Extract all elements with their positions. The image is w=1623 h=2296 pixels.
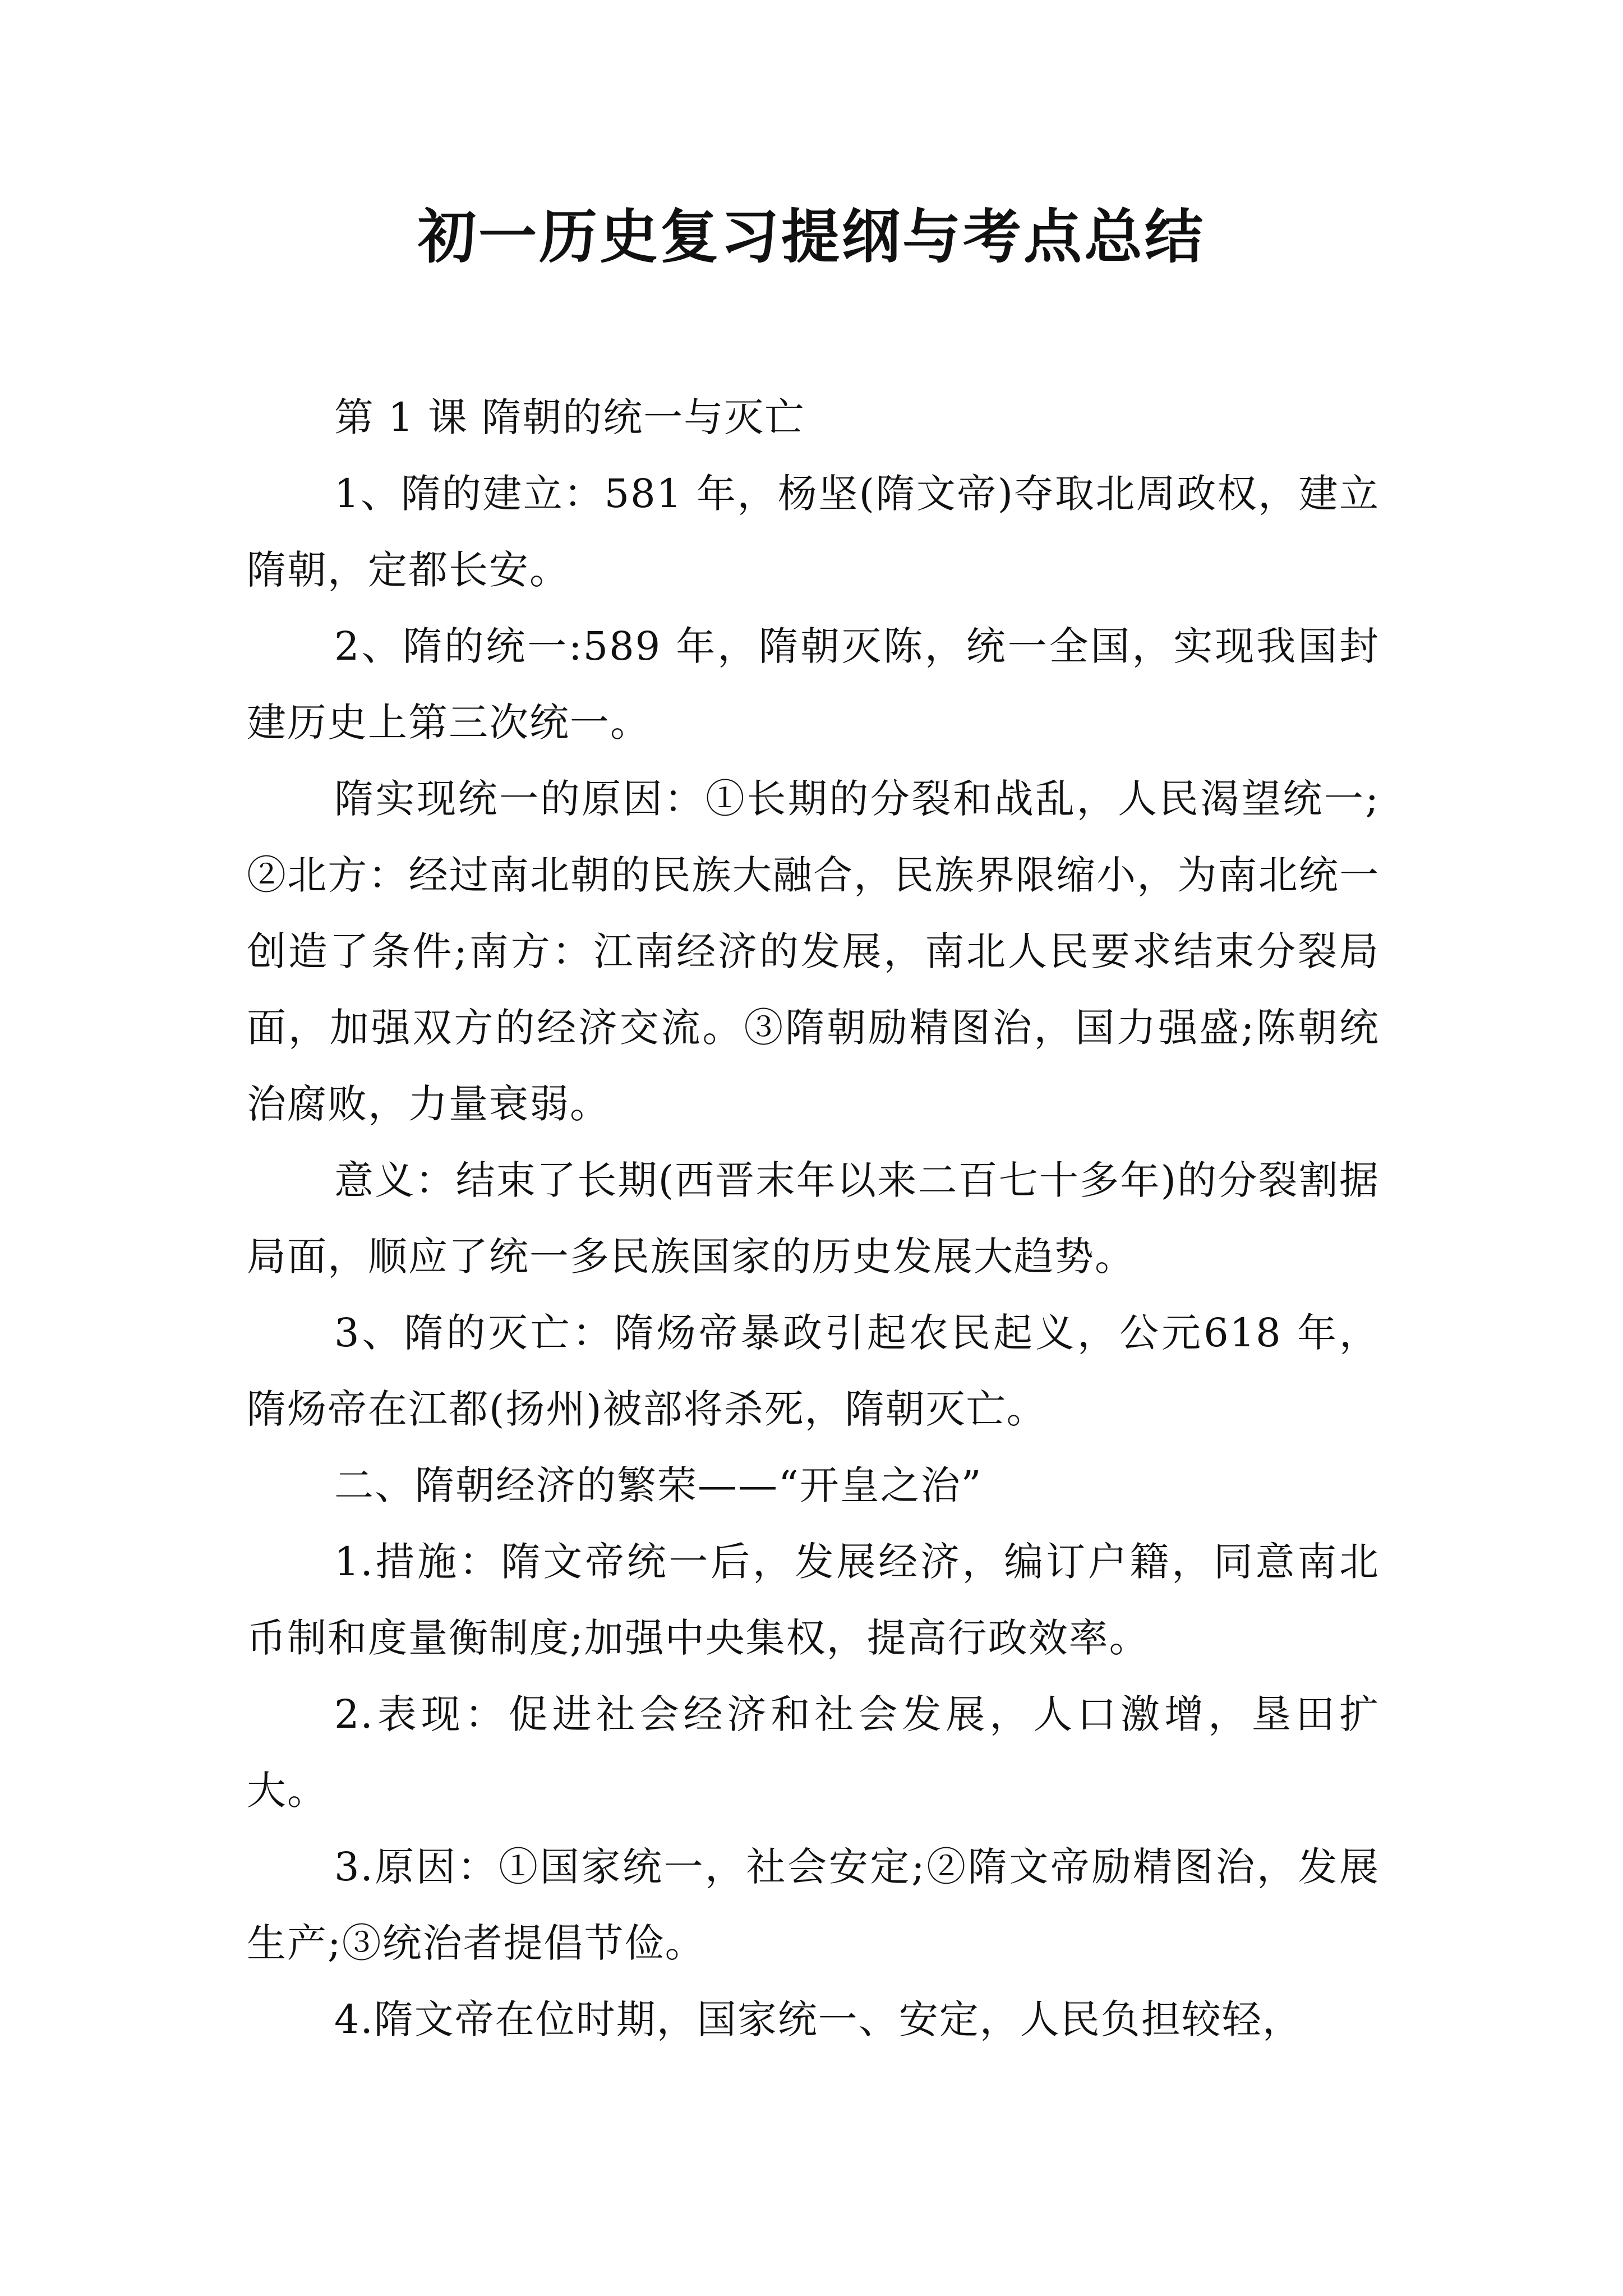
- paragraph-unification-reasons: 隋实现统一的原因：①长期的分裂和战乱，人民渴望统一;②北方：经过南北朝的民族大融合，民族界限缩小，为南北统一创造了条件;南方：江南经济的发展，南北人民要求结束分裂局面，加强双方的经济交流。③隋朝励精图治，国力强盛;陈朝统治腐败，力量衰弱。: [247, 776, 1380, 1127]
- document-title: 初一历史复习提纲与考点总结: [417, 202, 1205, 271]
- paragraph-lesson-heading: 第 1 课 隋朝的统一与灭亡: [334, 394, 805, 440]
- paragraph-sui-fall: 3、隋的灭亡：隋炀帝暴政引起农民起义，公元618 年，隋炀帝在江都(扬州)被部将杀死，隋朝灭亡。: [247, 1310, 1380, 1432]
- paragraph-wendi-reign: 4.隋文帝在位时期，国家统一、安定，人民负担较轻，: [334, 1996, 1303, 2042]
- paragraph-causes: 3.原因：①国家统一，社会安定;②隋文帝励精图治，发展生产;③统治者提倡节俭。: [247, 1844, 1380, 1966]
- paragraph-significance: 意义：结束了长期(西晋末年以来二百七十多年)的分裂割据局面，顺应了统一多民族国家的历史发展大趋势。: [247, 1157, 1380, 1280]
- paragraph-measures: 1.措施：隋文帝统一后，发展经济，编订户籍，同意南北币制和度量衡制度;加强中央集权，提高行政效率。: [247, 1539, 1380, 1661]
- paragraph-section-heading: 二、隋朝经济的繁荣——“开皇之治”: [334, 1462, 983, 1508]
- paragraph-manifestations: 2.表现：促进社会经济和社会发展，人口激增，垦田扩大。: [247, 1691, 1380, 1814]
- document-body: [247, 379, 1380, 2058]
- paragraph-sui-unification: 2、隋的统一:589 年，隋朝灭陈，统一全国，实现我国封建历史上第三次统一。: [247, 623, 1380, 746]
- paragraph-sui-founding: 1、隋的建立：581 年，杨坚(隋文帝)夺取北周政权，建立隋朝，定都长安。: [247, 471, 1380, 593]
